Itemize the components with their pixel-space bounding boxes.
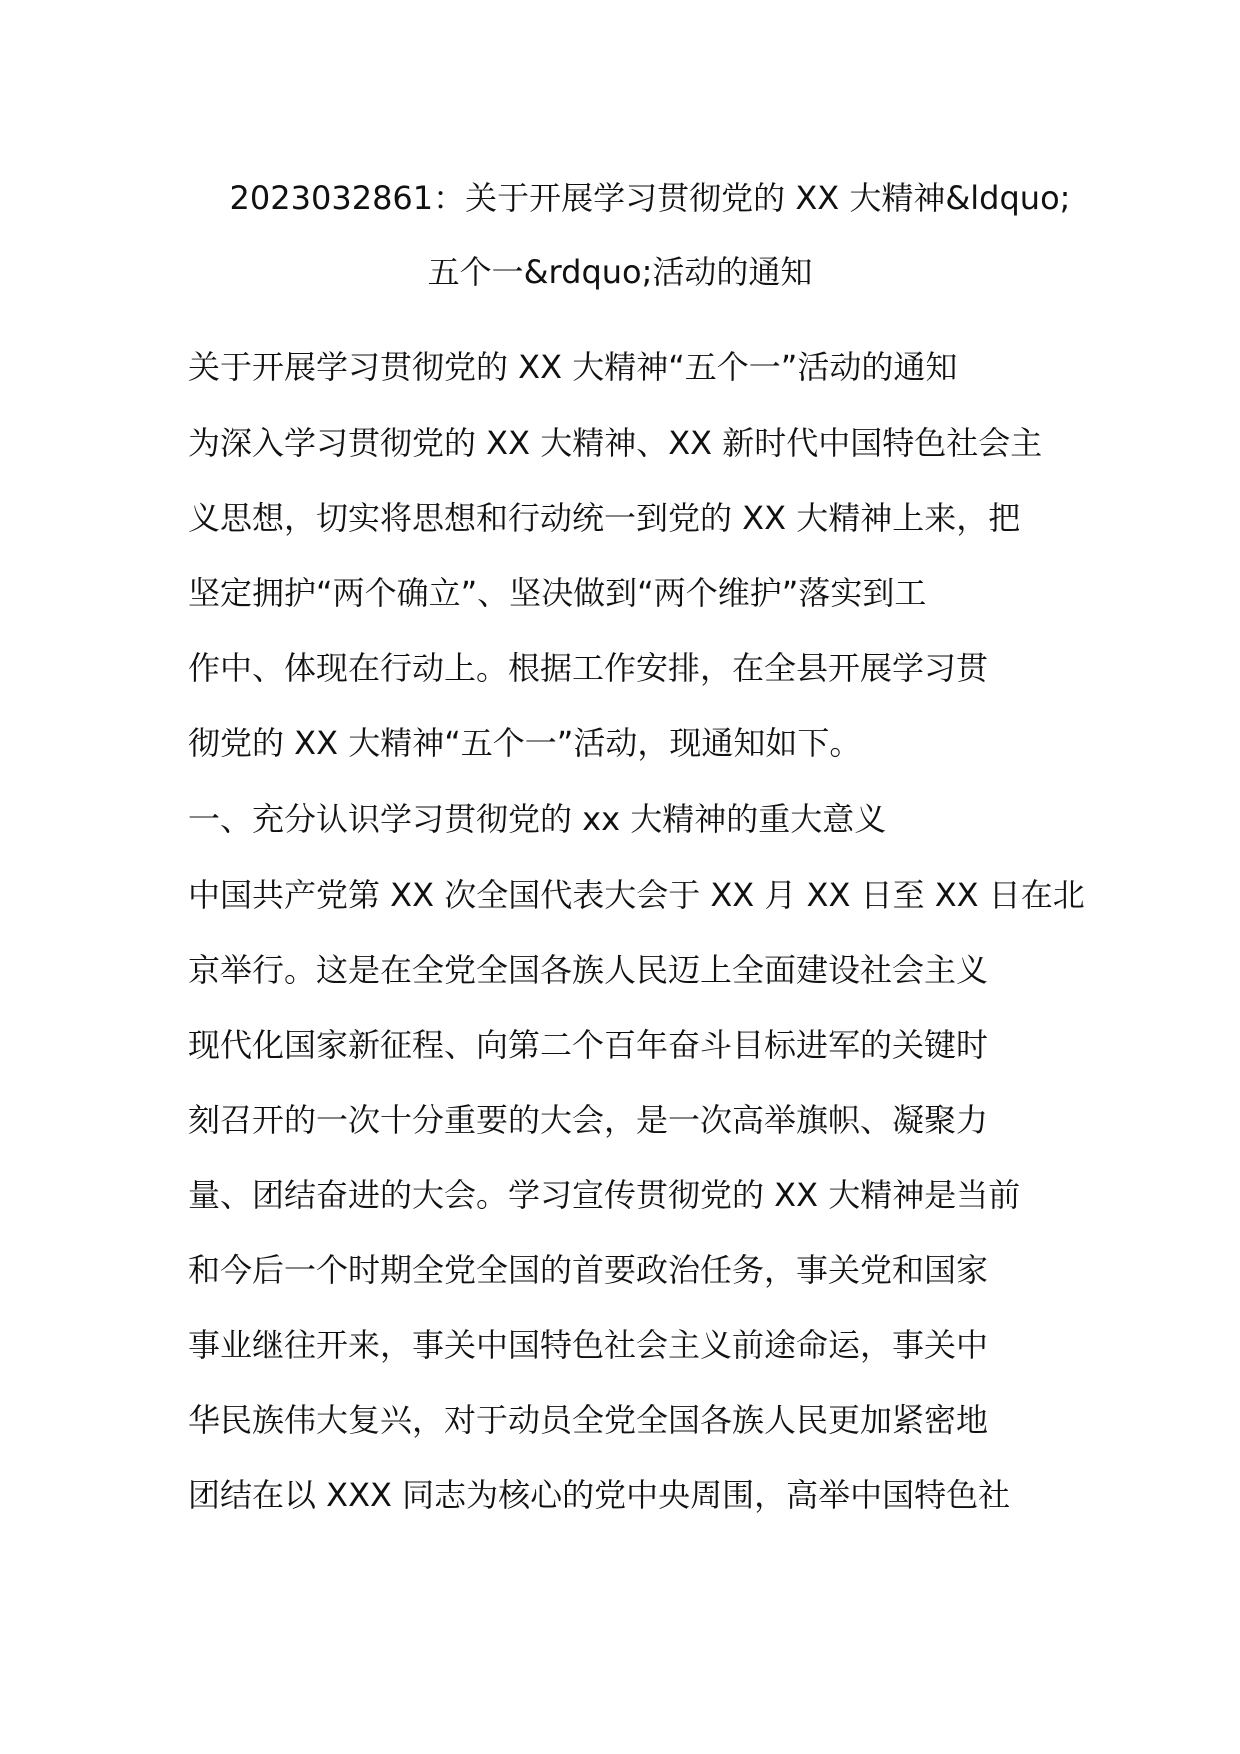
section-heading (188, 782, 1058, 857)
intro-line: 坚定拥护“两个确立”、坚决做到“两个维护”落实到工 (188, 574, 927, 612)
intro-line: 作中、体现在行动上。根据工作安排，在全县开展学习贯 (188, 649, 989, 687)
document-title-line-1: 2023032861：关于开展学习贯彻党的 XX 大精神&ldquo; (229, 179, 1071, 217)
body-line: 中国共产党第 XX 次全国代表大会于 XX 月 XX 日至 XX 日在北 (188, 876, 1085, 914)
intro-line: 彻党的 XX 大精神“五个一”活动，现通知如下。 (188, 724, 862, 762)
document-title-line-2: 五个一&rdquo;活动的通知 (427, 253, 813, 291)
body-line: 京举行。这是在全党全国各族人民迈上全面建设社会主义 (188, 951, 989, 989)
subtitle-text: 关于开展学习贯彻党的 XX 大精神“五个一”活动的通知 (188, 348, 958, 386)
body-paragraph (188, 858, 1085, 1533)
intro-line: 为深入学习贯彻党的 XX 大精神、XX 新时代中国特色社会主 (188, 424, 1043, 462)
document-subtitle (188, 330, 1058, 405)
body-line: 华民族伟大复兴，对于动员全党全国各族人民更加紧密地 (188, 1401, 989, 1439)
intro-line: 义思想，切实将思想和行动统一到党的 XX 大精神上来，把 (188, 499, 1021, 537)
body-line: 刻召开的一次十分重要的大会，是一次高举旗帜、凝聚力 (188, 1101, 989, 1139)
body-line: 量、团结奋进的大会。学习宣传贯彻党的 XX 大精神是当前 (188, 1176, 1021, 1214)
body-line: 事业继往开来，事关中国特色社会主义前途命运，事关中 (188, 1326, 989, 1364)
body-line: 现代化国家新征程、向第二个百年奋斗目标进军的关键时 (188, 1026, 989, 1064)
intro-paragraph (188, 406, 1058, 781)
section-heading-text: 一、充分认识学习贯彻党的 xx 大精神的重大意义 (188, 800, 887, 838)
body-line: 团结在以 XXX 同志为核心的党中央周围，高举中国特色社 (188, 1476, 1011, 1514)
body-line: 和今后一个时期全党全国的首要政治任务，事关党和国家 (188, 1251, 989, 1289)
